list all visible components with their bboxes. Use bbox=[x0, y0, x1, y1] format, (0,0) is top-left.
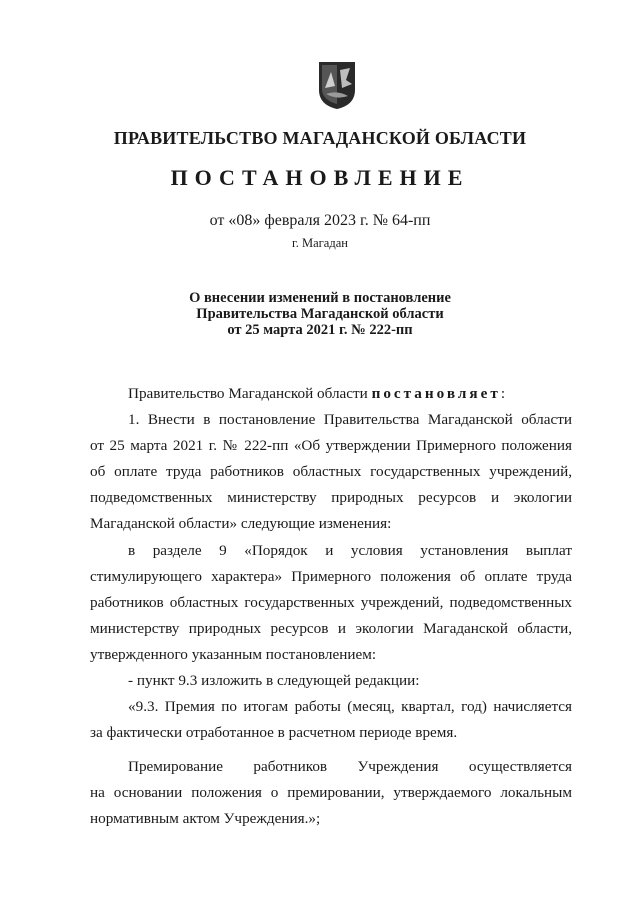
subject-line: О внесении изменений в постановление bbox=[189, 290, 451, 306]
date-and-number: от «08» февраля 2023 г. № 64-пп bbox=[209, 212, 431, 229]
paragraph-2-line: утвержденного указанным постановлением: bbox=[90, 646, 377, 663]
paragraph-2-line: стимулирующего характера» Примерного положения об оплате труда bbox=[90, 568, 572, 585]
paragraph-1-line: от 25 марта 2021 г. № 222-пп «Об утверждении Примерного положения bbox=[90, 437, 572, 454]
paragraph-5-line: Премирование работников Учреждения осуществляется bbox=[128, 758, 572, 775]
paragraph-1-line: об оплате труда работников областных государственных учреждений, bbox=[90, 463, 572, 480]
city: г. Магадан bbox=[292, 236, 348, 250]
intro-line bbox=[128, 385, 505, 403]
intro-prefix: Правительство Магаданской области bbox=[128, 385, 368, 402]
paragraph-2-line: министерству природных ресурсов и экологии Магаданской области, bbox=[90, 620, 572, 637]
paragraph-1-line: Магаданской области» следующие изменения: bbox=[90, 515, 392, 532]
government-name: ПРАВИТЕЛЬСТВО МАГАДАНСКОЙ ОБЛАСТИ bbox=[113, 128, 527, 148]
subject-line: от 25 марта 2021 г. № 222-пп bbox=[227, 322, 413, 338]
document-body bbox=[90, 385, 572, 745]
subject-line: Правительства Магаданской области bbox=[196, 306, 444, 322]
paragraph-2-line: в разделе 9 «Порядок и условия установления выплат bbox=[128, 542, 572, 559]
paragraph-1-line: подведомственных министерству природных ресурсов и экологии bbox=[90, 489, 572, 506]
paragraph-2-line: работников областных государственных учреждений, подведомственных bbox=[90, 594, 572, 611]
document-body-continued bbox=[90, 758, 572, 828]
document-type: ПОСТАНОВЛЕНИЕ bbox=[170, 165, 470, 190]
paragraph-4-line: за фактически отработанное в расчетном периоде время. bbox=[90, 724, 458, 741]
paragraph-4-line: «9.3. Премия по итогам работы (месяц, квартал, год) начисляется bbox=[128, 698, 572, 715]
paragraph-1-line: 1. Внести в постановление Правительства Магаданской области bbox=[128, 411, 572, 428]
coat-of-arms-emblem bbox=[316, 60, 358, 110]
paragraph-3: - пункт 9.3 изложить в следующей редакции: bbox=[128, 672, 420, 689]
paragraph-5-line: на основании положения о премировании, утверждаемого локальным bbox=[90, 784, 572, 801]
paragraph-5-line: нормативным актом Учреждения.»; bbox=[90, 810, 321, 827]
intro-colon: : bbox=[500, 385, 506, 402]
intro-verb: постановляет bbox=[371, 385, 501, 402]
